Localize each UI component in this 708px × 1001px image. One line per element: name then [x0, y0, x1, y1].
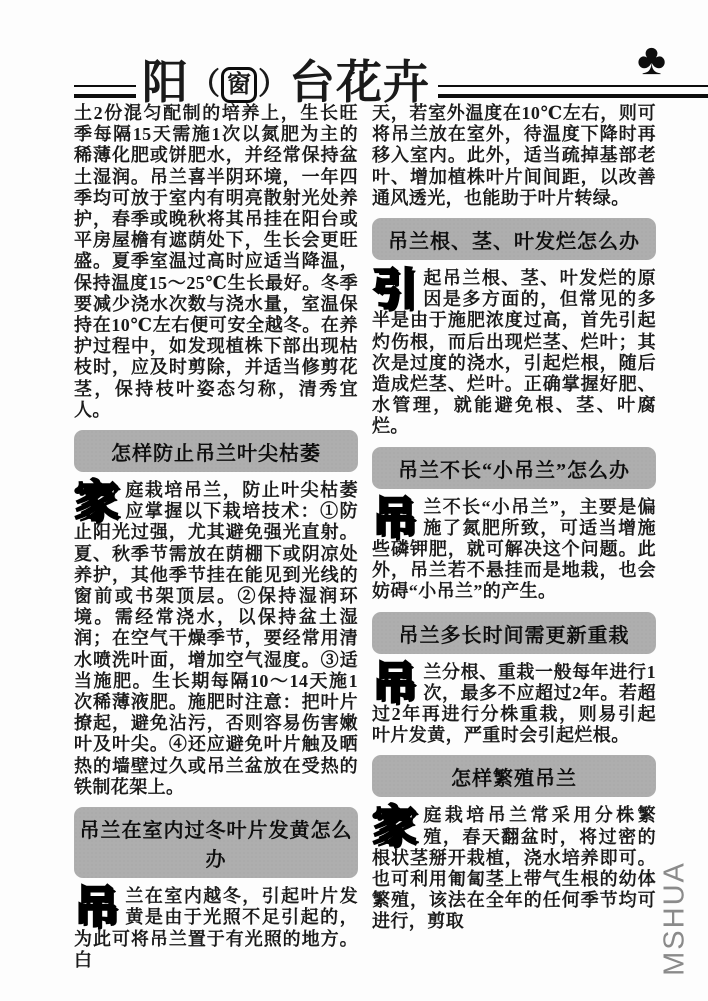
- section-heading-prevent-tip-wither: 怎样防止吊兰叶尖枯萎: [74, 430, 358, 472]
- section-heading-no-plantlets: 吊兰不长“小吊兰”怎么办: [372, 447, 656, 489]
- tree-icon: ♣: [637, 35, 666, 84]
- page-masthead: [0, 35, 708, 110]
- left-column: [74, 103, 358, 971]
- intro-paragraph: 土2份混匀配制的培养上，生长旺季每隔15天需施1次以氮肥为主的稀薄化肥或饼肥水，并经常保持盆土湿润。吊兰喜半阴环境，一年四季均可放于室内有明亮散射光处养护，春季或晚秋将其吊挂在阳台或平房屋檐有遮荫处下，生长会更旺盛。夏季室温过高时应适当降温，保持温度15～25℃生长最好。冬季要减少浇水次数与浇水量，室温保持在10℃左右便可安全越冬。在养护过程中，如发现植株下部出现枯枝时，应及时剪除，并适当修剪花茎，保持枝叶姿态匀称，清秀宜人。: [74, 103, 358, 420]
- section-paragraph: [372, 802, 656, 932]
- masthead-row: [0, 54, 708, 106]
- title-paren-close: ）: [258, 68, 288, 101]
- dropcap-char: 家: [372, 802, 417, 852]
- right-column: [372, 103, 656, 971]
- title-main-char: 阳: [142, 57, 189, 108]
- section-heading-propagation: 怎样繁殖吊兰: [372, 755, 656, 797]
- section-text: 兰分根、重栽一般每年进行1次，最多不应超过2年。若超过2年再进行分株重栽，则易引起叶片发黄，严重时会引起烂根。: [372, 661, 656, 746]
- dropcap-char: 吊: [372, 658, 417, 708]
- section-paragraph: [372, 265, 656, 438]
- section-text: 起吊兰根、茎、叶发烂的原因是多方面的，但常见的多半是由于施肥浓度过高，首先引起灼伤根，而后出现烂茎、烂叶；其次是过度的浇水，引起烂根，随后造成烂茎、烂叶。正确掌握好肥、水管理，就能避免根、茎、叶腐烂。: [372, 268, 656, 437]
- title-rest: 台花卉: [289, 57, 430, 108]
- watermark-text: MSHUA: [658, 861, 691, 976]
- section-heading-winter-yellow-leaves: 吊兰在室内过冬叶片发黄怎么办: [74, 807, 358, 878]
- title-boxed-char: 窗: [221, 67, 257, 103]
- dropcap-char: 吊: [74, 883, 119, 933]
- section-paragraph: [74, 883, 358, 971]
- section-paragraph: [372, 493, 656, 603]
- section-paragraph: [74, 477, 358, 798]
- section-heading-replant-interval: 吊兰多长时间需更新重栽: [372, 612, 656, 654]
- two-column-layout: [74, 103, 656, 971]
- section-paragraph: [372, 658, 656, 747]
- masthead-rule-left: [74, 85, 136, 98]
- section-heading-root-stem-leaf-rot: 吊兰根、茎、叶发烂怎么办: [372, 218, 656, 260]
- continued-paragraph: 天，若室外温度在10℃左右，则可将吊兰放在室外，待温度下降时再移入室内。此外，适当疏掉基部老叶、增加植株叶片间间距，以改善通风透光，也能助于叶片转绿。: [372, 103, 656, 208]
- dropcap-char: 吊: [372, 493, 417, 543]
- title-paren-open: （: [190, 68, 220, 101]
- page-title: [136, 57, 438, 108]
- masthead-rule-right: [438, 85, 708, 98]
- dropcap-char: 家: [74, 477, 119, 527]
- section-text: 兰不长“小吊兰”，主要是偏施了氮肥所致，可适当增施些磷钾肥，就可解决这个问题。此外，吊兰若不悬挂而是地栽，也会妨碍“小吊兰”的产生。: [372, 496, 656, 602]
- section-text: 庭栽培吊兰，防止叶尖枯萎应掌握以下栽培技术：①防止阳光过强，尤其避免强光直射。夏、秋季节需放在荫棚下或阴凉处养护，其他季节挂在能见到光线的窗前或书架顶层。②保持湿润环境。需经常浇水，以保持盆土湿润；在空气干燥季节，要经常用清水喷洗叶面，增加空气湿度。③适当施肥。生长期每隔10～14天施1次稀薄液肥。施肥时注意：把叶片撩起，避免沾污，否则容易伤害嫩叶及叶尖。④还应避免叶片触及晒热的墙壁过久或吊兰盆放在受热的铁制花架上。: [74, 480, 358, 797]
- section-text: 兰在室内越冬，引起叶片发黄是由于光照不足引起的，为此可将吊兰置于有光照的地方。白: [74, 886, 358, 970]
- dropcap-char: 引: [372, 265, 417, 315]
- section-text: 庭栽培吊兰常采用分株繁殖，春天翻盆时，将过密的根状茎掰开栽植，浇水培养即可。也可利用匍匐茎上带气生根的幼体繁殖，该法在全年的任何季节均可进行，剪取: [372, 805, 656, 932]
